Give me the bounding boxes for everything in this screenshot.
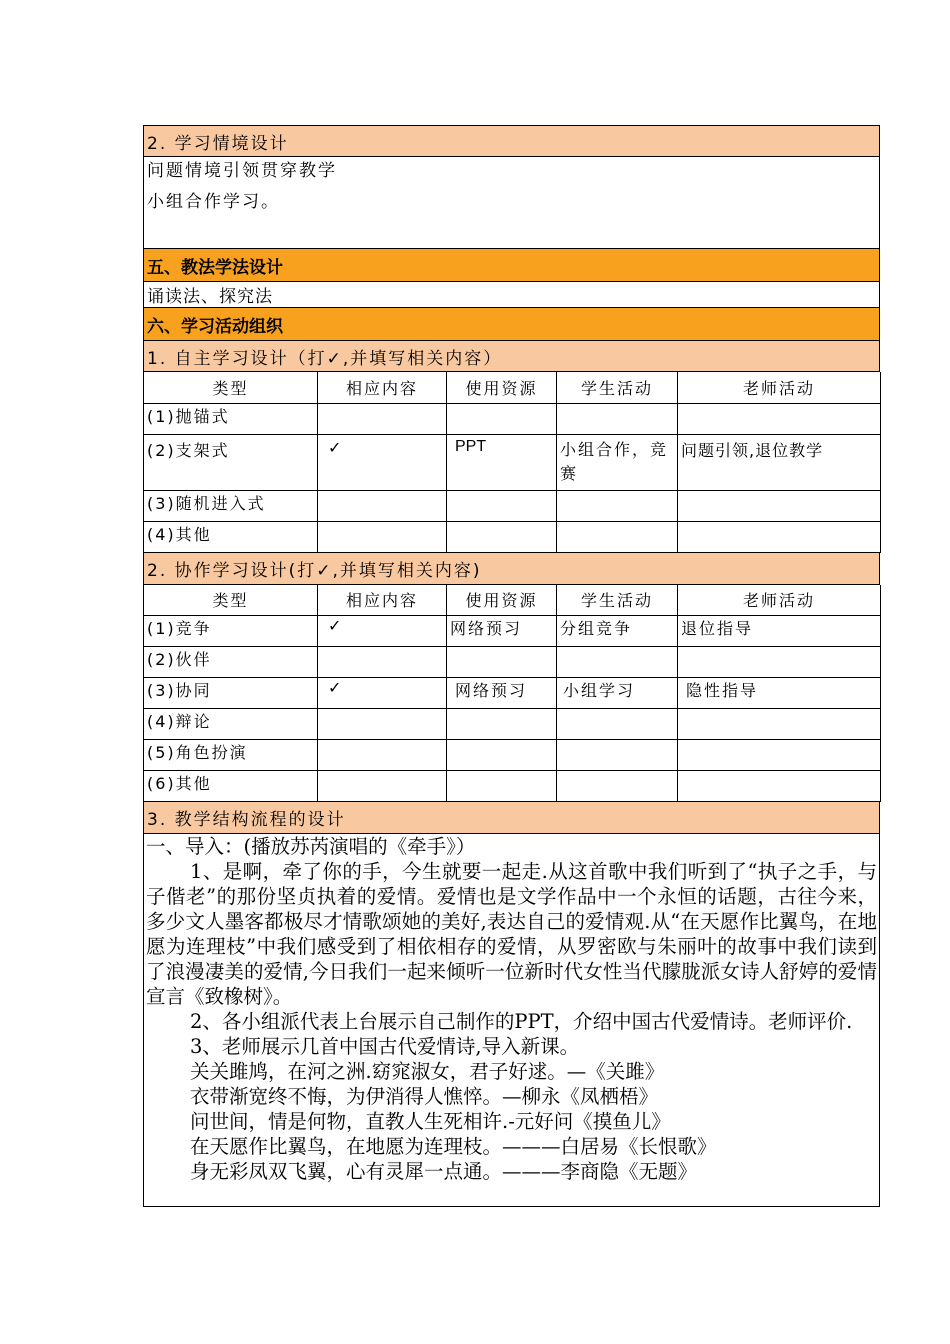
table-cell (678, 403, 881, 434)
activity-heading: 六、学习活动组织 (143, 308, 880, 341)
table-cell: ✓ (318, 616, 447, 647)
table-cell (678, 647, 881, 678)
column-header: 老师活动 (678, 372, 881, 403)
table-cell (318, 709, 447, 740)
table-cell (447, 490, 557, 521)
table-cell: 网络预习 (447, 678, 557, 709)
situation-content (143, 157, 880, 249)
table-cell (318, 647, 447, 678)
flow-heading: 3. 教学结构流程的设计 (143, 802, 880, 834)
table-cell (557, 740, 678, 771)
table-cell: 退位指导 (678, 616, 881, 647)
poem-line: 身无彩凤双飞翼，心有灵犀一点通。———李商隐《无题》 (190, 1160, 698, 1183)
table-cell: (5)角色扮演 (144, 740, 318, 771)
table-cell: (3)随机进入式 (144, 490, 318, 521)
table-cell: ✓ (318, 678, 447, 709)
table-cell (678, 521, 881, 552)
table-cell: 网络预习 (447, 616, 557, 647)
table-cell: (1)竞争 (144, 616, 318, 647)
table-cell: 分组竞争 (557, 616, 678, 647)
poem-line: 衣带渐宽终不悔，为伊消得人憔悴。—柳永《凤栖梧》 (190, 1085, 659, 1108)
table-cell (318, 771, 447, 802)
situation-heading: 2. 学习情境设计 (143, 125, 880, 157)
flow-paragraph: 2、各小组派代表上台展示自己制作的PPT，介绍中国古代爱情诗。老师评价. (190, 1010, 853, 1033)
table-cell (447, 647, 557, 678)
table-row (144, 521, 881, 552)
table-cell (447, 403, 557, 434)
poem-line: 在天愿作比翼鸟，在地愿为连理枝。———白居易《长恨歌》 (190, 1135, 717, 1158)
self-study-table (143, 372, 881, 553)
poem-line: 关关雎鸠，在河之洲.窈窕淑女，君子好逑。—《关雎》 (190, 1060, 665, 1083)
table-cell (447, 740, 557, 771)
flow-paragraph: 1、是啊，牵了你的手，今生就要一起走.从这首歌中我们听到了“执子之手，与子偕老”的那份坚贞执着的爱情。爱情也是文学作品中一个永恒的话题，古往今来，多少文人墨客都极尽才情歌颂她的美好,表达自己的爱情观.从“在天愿作比翼鸟，在地愿为连理枝”中我们感受到了相依相存的爱情，从罗密欧与朱丽叶的故事中我们读到了浪漫凄美的爱情,今日我们一起来倾听一位新时代女性当代朦胧派女诗人舒婷的爱情宣言《致橡树》。 (146, 860, 877, 1008)
self-study-heading: 1. 自主学习设计（打✓,并填写相关内容） (143, 341, 880, 372)
column-header: 使用资源 (447, 585, 557, 616)
table-cell: 问题引领,退位教学 (678, 434, 881, 490)
table-cell (447, 771, 557, 802)
table-row (144, 403, 881, 434)
table-cell: (4)其他 (144, 521, 318, 552)
table-row (144, 647, 881, 678)
table-cell (678, 709, 881, 740)
table-cell: (2)支架式 (144, 434, 318, 490)
collab-study-heading: 2. 协作学习设计(打✓,并填写相关内容) (143, 553, 880, 585)
table-cell: 小组学习 (557, 678, 678, 709)
table-cell (318, 521, 447, 552)
table-cell: 小组合作，竞赛 (557, 434, 678, 490)
method-heading: 五、教法学法设计 (143, 249, 880, 282)
method-content: 诵读法、探究法 (143, 282, 880, 308)
table-row (144, 434, 881, 490)
table-cell (557, 521, 678, 552)
situation-line: 问题情境引领贯穿教学 (147, 161, 337, 181)
table-cell: (1)抛锚式 (144, 403, 318, 434)
table-row (144, 490, 881, 521)
table-cell (557, 709, 678, 740)
table-cell (447, 521, 557, 552)
table-cell: (6)其他 (144, 771, 318, 802)
table-cell (678, 490, 881, 521)
table-cell: (2)伙伴 (144, 647, 318, 678)
column-header: 相应内容 (318, 372, 447, 403)
table-cell (318, 740, 447, 771)
table-header-row (144, 585, 881, 616)
table-cell: 隐性指导 (678, 678, 881, 709)
column-header: 老师活动 (678, 585, 881, 616)
table-row (144, 771, 881, 802)
column-header: 使用资源 (447, 372, 557, 403)
table-cell: ✓ (318, 434, 447, 490)
column-header: 类型 (144, 585, 318, 616)
lesson-plan-document (143, 125, 880, 1207)
table-cell (557, 490, 678, 521)
table-row (144, 678, 881, 709)
table-row (144, 616, 881, 647)
column-header: 学生活动 (557, 372, 678, 403)
table-row (144, 709, 881, 740)
poem-line: 问世间，情是何物，直教人生死相许.-元好问《摸鱼儿》 (190, 1110, 671, 1133)
table-cell: (3)协同 (144, 678, 318, 709)
column-header: 学生活动 (557, 585, 678, 616)
table-cell: PPT (447, 434, 557, 490)
table-cell: (4)辩论 (144, 709, 318, 740)
flow-intro: 一、导入：(播放苏芮演唱的《牵手》） (146, 835, 476, 858)
table-cell (318, 403, 447, 434)
table-cell (557, 403, 678, 434)
table-cell (678, 740, 881, 771)
flow-paragraph: 3、老师展示几首中国古代爱情诗,导入新课。 (190, 1035, 580, 1058)
table-row (144, 740, 881, 771)
table-cell (447, 709, 557, 740)
column-header: 相应内容 (318, 585, 447, 616)
flow-content (143, 834, 880, 1207)
table-header-row (144, 372, 881, 403)
table-cell (557, 771, 678, 802)
table-cell (557, 647, 678, 678)
table-cell (318, 490, 447, 521)
table-cell (678, 771, 881, 802)
situation-line: 小组合作学习。 (147, 192, 280, 212)
column-header: 类型 (144, 372, 318, 403)
collab-study-table (143, 585, 881, 803)
